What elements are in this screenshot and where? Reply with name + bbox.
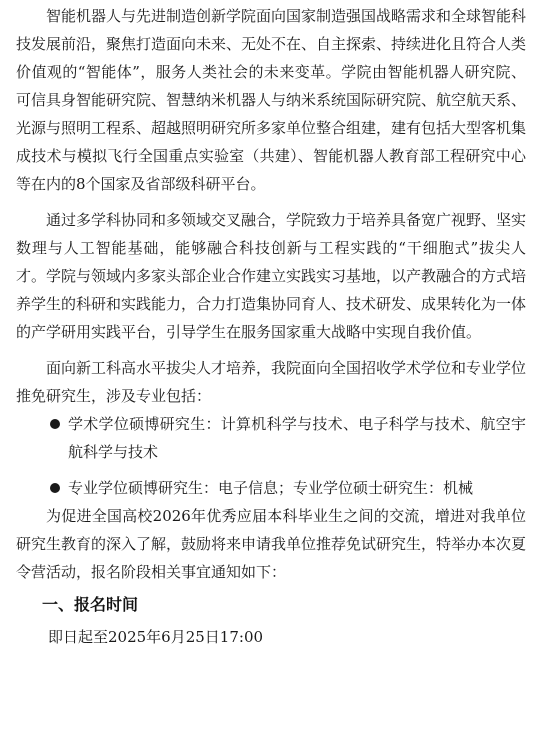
major-academic-text: 学术学位硕博研究生：计算机科学与技术、电子科学与技术、航空宇航科学与技术 bbox=[68, 415, 526, 461]
majors-list bbox=[16, 410, 526, 502]
bullet-icon bbox=[50, 419, 60, 429]
registration-date: 即日起至2025年6月25日17:00 bbox=[48, 628, 264, 646]
intro-paragraph: 智能机器人与先进制造创新学院面向国家制造强国战略需求和全球智能科技发展前沿，聚焦打造面向未来、无处不在、自主探索、持续进化且符合人类价值观的“智能体”，服务人类社会的未来变革。学院由智能机器人研究院、可信具身智能研究院、智慧纳米机器人与纳米系统国际研究院、航空航天系、光源与照明工程系、超越照明研究所多家单位整合组建，建有包括大型客机集成技术与模拟飞行全国重点实验室（共建）、智能机器人教育部工程研究中心等在内的8个国家及省部级科研平台。 bbox=[16, 7, 527, 193]
purpose-paragraph: 为促进全国高校2026年优秀应届本科毕业生之间的交流，增进对我单位研究生教育的深入了解，鼓励将来申请我单位推荐免试研究生，特举办本次夏令营活动，报名阶段相关事宜通知如下： bbox=[16, 507, 527, 581]
major-professional-text: 专业学位硕博研究生：电子信息；专业学位硕士研究生：机械 bbox=[68, 479, 474, 497]
recruit-paragraph: 面向新工科高水平拔尖人才培养，我院面向全国招收学术学位和专业学位推免研究生，涉及专业包括： bbox=[16, 359, 527, 405]
list-item bbox=[16, 474, 526, 502]
list-item bbox=[16, 410, 526, 466]
bullet-icon bbox=[50, 483, 60, 493]
training-paragraph: 通过多学科协同和多领域交叉融合，学院致力于培养具备宽广视野、坚实数理与人工智能基础，能够融合科技创新与工程实践的“干细胞式”拔尖人才。学院与领域内多家头部企业合作建立实践实习基地，以产教融合的方式培养学生的科研和实践能力，合力打造集协同育人、技术研发、成果转化为一体的产学研用实践平台，引导学生在服务国家重大战略中实现自我价值。 bbox=[16, 211, 527, 341]
section-heading-registration-time: 一、报名时间 bbox=[42, 595, 139, 614]
